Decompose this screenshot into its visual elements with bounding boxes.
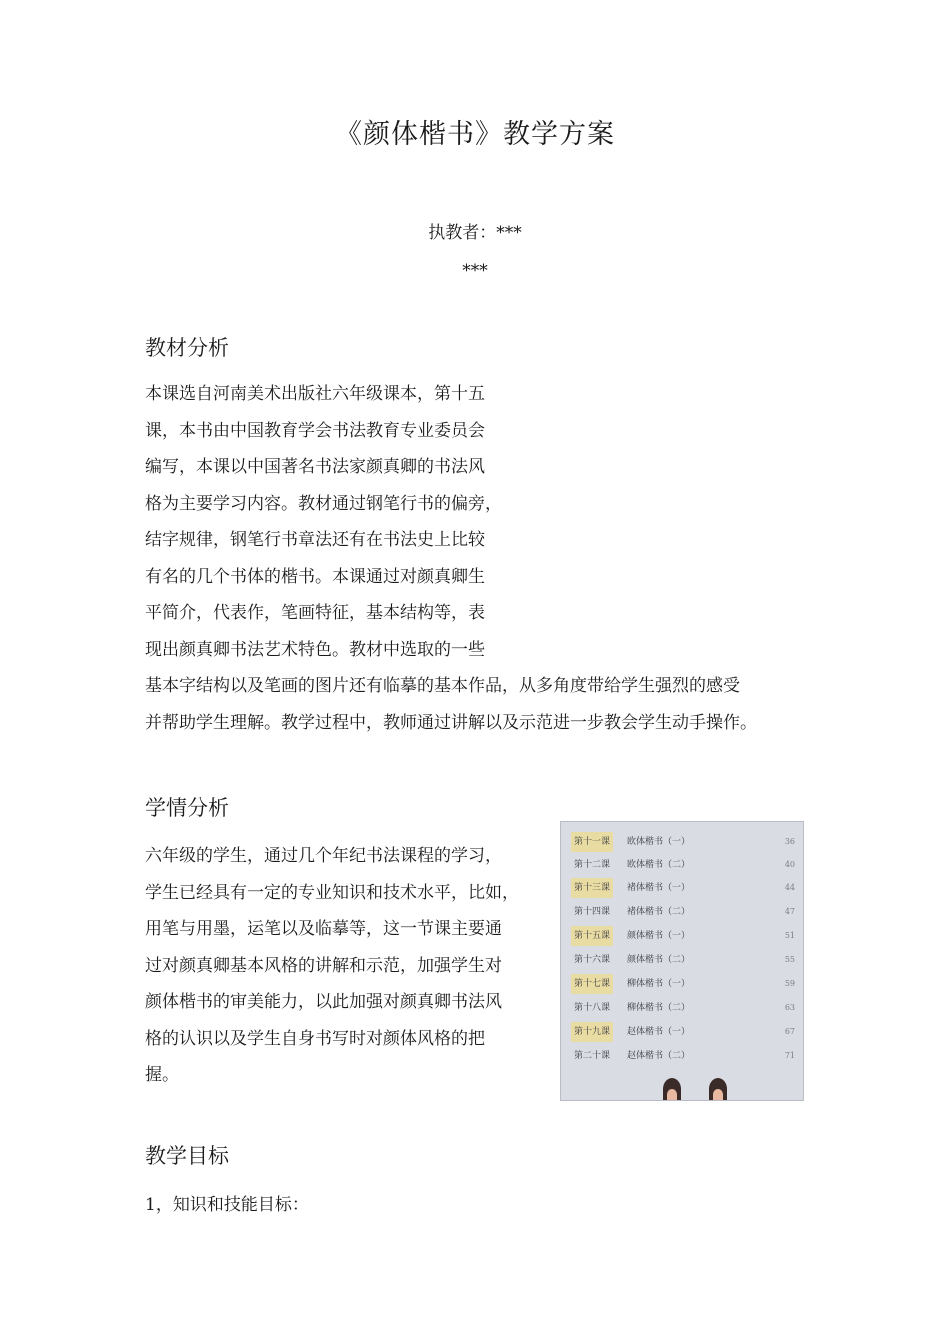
toc-row [567, 902, 795, 922]
toc-row [567, 1022, 795, 1042]
toc-lesson: 第十八课 [574, 1003, 611, 1013]
toc-lesson-name: 褚体楷书（二） [627, 907, 691, 917]
paragraph-line: 本课选自河南美术出版社六年级课本，第十五 [145, 384, 485, 404]
textbook-toc-photo [560, 821, 804, 1101]
section-heading-students: 学情分析 [145, 796, 229, 820]
toc-lesson-name: 颜体楷书（二） [627, 955, 691, 965]
cartoon-child-illustration [709, 1078, 727, 1100]
paragraph-line: 基本字结构以及笔画的图片还有临摹的基本作品，从多角度带给学生强烈的感受 [145, 676, 740, 696]
toc-lesson: 第十二课 [574, 860, 611, 870]
toc-row [567, 832, 795, 852]
toc-page-number: 55 [784, 955, 795, 964]
paragraph-line: 学生已经具有一定的专业知识和技术水平，比如， [145, 882, 519, 903]
toc-row [567, 1046, 795, 1066]
toc-row [567, 855, 795, 875]
toc-lesson-name: 赵体楷书（二） [627, 1051, 691, 1061]
material-paragraph [145, 376, 757, 741]
toc-page-number: 36 [784, 837, 795, 846]
toc-page-number: 40 [784, 860, 795, 869]
toc-lesson: 第十七课 [571, 974, 613, 994]
toc-row [567, 998, 795, 1018]
toc-page-number: 67 [784, 1027, 795, 1036]
paragraph-line: 颜体楷书的审美能力，以此加强对颜真卿书法风 [145, 992, 502, 1012]
toc-page-number: 71 [784, 1051, 795, 1060]
paragraph-line: 有名的几个书体的楷书。本课通过对颜真卿生 [145, 566, 485, 587]
toc-lesson-name: 赵体楷书（一） [627, 1027, 691, 1037]
students-paragraph [145, 838, 519, 1094]
paragraph-line: 过对颜真卿基本风格的讲解和示范，加强学生对 [145, 955, 502, 976]
author-line: 执教者：*** [428, 223, 522, 243]
toc-lesson: 第十五课 [571, 926, 613, 946]
toc-row [567, 974, 795, 994]
section-heading-material: 教材分析 [145, 336, 229, 360]
toc-page-number: 44 [784, 883, 795, 892]
paragraph-line: 现出颜真卿书法艺术特色。教材中选取的一些 [145, 639, 485, 660]
paragraph-line: 格的认识以及学生自身书写时对颜体风格的把 [145, 1028, 485, 1049]
toc-lesson-name: 欧体楷书（二） [627, 860, 691, 870]
toc-row [567, 926, 795, 946]
toc-lesson: 第十九课 [571, 1022, 613, 1042]
toc-lesson: 第二十课 [574, 1051, 611, 1061]
cartoon-child-illustration [663, 1078, 681, 1100]
paragraph-line: 格为主要学习内容。教材通过钢笔行书的偏旁， [145, 493, 502, 514]
toc-lesson-name: 柳体楷书（一） [627, 979, 691, 989]
toc-lesson: 第十四课 [574, 907, 611, 917]
toc-lesson-name: 褚体楷书（一） [627, 883, 691, 893]
paragraph-line: 并帮助学生理解。教学过程中，教师通过讲解以及示范进一步教会学生动手操作。 [145, 712, 757, 733]
toc-page-number: 47 [784, 907, 795, 916]
paragraph-line: 用笔与用墨，运笔以及临摹等，这一节课主要通 [145, 919, 502, 939]
toc-page-number: 51 [784, 931, 795, 940]
toc-lesson: 第十三课 [571, 878, 613, 898]
author-line-2: *** [462, 261, 488, 281]
toc-lesson-name: 欧体楷书（一） [627, 837, 691, 847]
toc-lesson: 第十一课 [571, 832, 613, 852]
document-title: 《颜体楷书》教学方案 [335, 119, 615, 150]
toc-lesson-name: 颜体楷书（一） [627, 931, 691, 941]
goals-item: 1，知识和技能目标： [145, 1195, 309, 1215]
paragraph-line: 课，本书由中国教育学会书法教育专业委员会 [145, 420, 485, 441]
toc-row [567, 878, 795, 898]
toc-lesson: 第十六课 [574, 955, 611, 965]
paragraph-line: 平简介，代表作，笔画特征，基本结构等，表 [145, 603, 485, 623]
toc-page-number: 59 [784, 979, 795, 988]
toc-page-number: 63 [784, 1003, 795, 1012]
section-heading-goals: 教学目标 [145, 1144, 229, 1168]
toc-row [567, 950, 795, 970]
toc-lesson-name: 柳体楷书（二） [627, 1003, 691, 1013]
paragraph-line: 握。 [145, 1065, 179, 1085]
paragraph-line: 结字规律，钢笔行书章法还有在书法史上比较 [145, 530, 485, 550]
paragraph-line: 编写，本课以中国著名书法家颜真卿的书法风 [145, 457, 485, 477]
paragraph-line: 六年级的学生，通过几个年纪书法课程的学习， [145, 846, 502, 866]
